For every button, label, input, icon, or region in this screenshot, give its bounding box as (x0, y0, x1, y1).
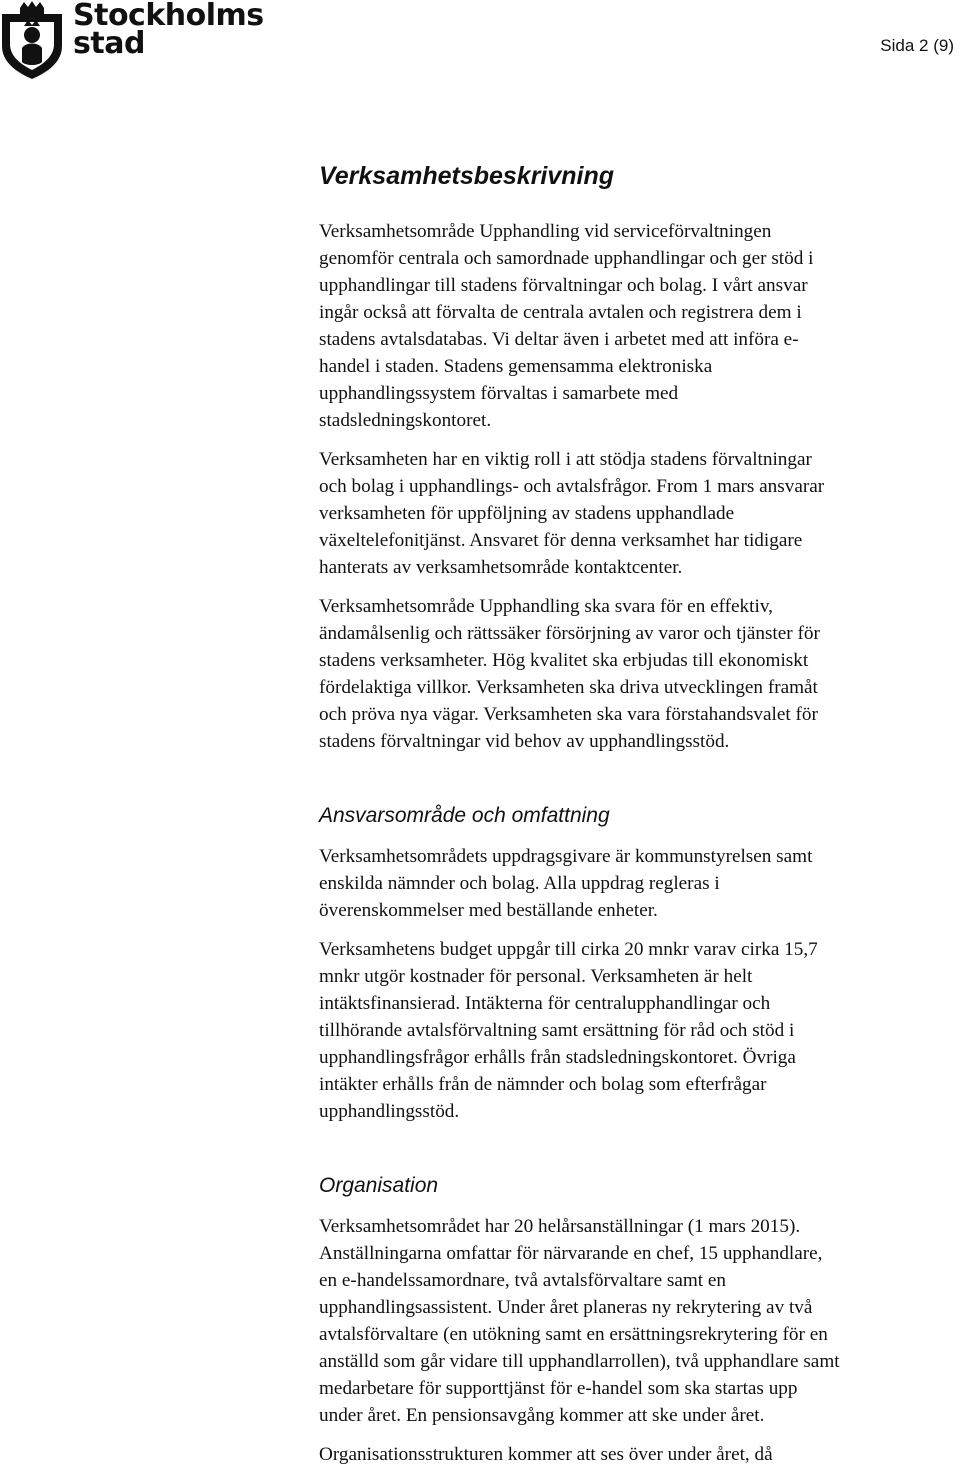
section-title-verksamhetsbeskrivning: Verksamhetsbeskrivning (319, 162, 615, 190)
section-title-ansvarsomrade: Ansvarsområde och omfattning (319, 804, 610, 827)
page-number: Sida 2 (9) (880, 36, 954, 55)
paragraph: Verksamhetsområde Upphandling vid serviceförvaltningen genomför centrala och samordnade upphandlingar och ger stöd i upphandlingar till stadens förvaltningar och bolag. I vårt ansvar ingår också att förvalta de centrala avtalen och registrera dem i stadens avtalsdatabas. Vi deltar även i arbetet med att införa e- handel i staden. Stadens gemensamma elektroniska upphandlingssystem förvaltas i samarbete med stadsledningskontoret. (319, 221, 814, 431)
paragraph: Verksamhetsområdet har 20 helårsanställningar (1 mars 2015). Anställningarna omfattar för närvarande en chef, 15 upphandlare, en e-handelssamordnare, två avtalsförvaltare samt en upphandlingsassistent. Under året planeras ny rekrytering av två avtalsförvaltare (en utökning samt en ersättningsrekrytering för en anställd som går vidare till upphandlarrollen), två upphandlare samt medarbetare för supporttjänst för e-handel som ska startas upp under året. En pensionsavgång kommer att ske under året. (319, 1216, 840, 1426)
section-title-organisation: Organisation (319, 1174, 439, 1197)
paragraph: Verksamheten har en viktig roll i att stödja stadens förvaltningar och bolag i upphandlings- och avtalsfrågor. From 1 mars ansvarar verksamheten för uppföljning av stadens upphandlade växeltelefonitjänst. Ansvaret för denna verksamhet har tidigare hanterats av verksamhetsområde kontaktcenter. (319, 449, 825, 578)
paragraph: Organisationsstrukturen kommer att ses över under året, då (319, 1444, 773, 1465)
document-body (319, 158, 949, 1480)
paragraph: Verksamhetsområdets uppdragsgivare är kommunstyrelsen samt enskilda nämnder och bolag. Alla uppdrag regleras i överenskommelser med beställande enheter. (319, 846, 813, 921)
stockholms-stad-logo (0, 0, 264, 82)
logo-line-1: Stockholms (73, 0, 264, 33)
city-crest-icon (0, 0, 64, 80)
paragraph: Verksamhetsområde Upphandling ska svara för en effektiv, ändamålsenlig och rättssäker försörjning av varor och tjänster för stadens verksamheter. Hög kvalitet ska erbjudas till ekonomiskt fördelaktiga villkor. Verksamheten ska driva utvecklingen framåt och pröva nya vägar. Verksamheten ska vara förstahandsvalet för stadens förvaltningar vid behov av upphandlingsstöd. (319, 596, 820, 752)
logo-wordmark (73, 0, 264, 61)
logo-line-2: stad (73, 26, 145, 61)
paragraph: Verksamhetens budget uppgår till cirka 20 mnkr varav cirka 15,7 mnkr utgör kostnader för personal. Verksamheten är helt intäktsfinansierad. Intäkterna för centralupphandlingar och tillhörande avtalsförvaltning samt ersättning för råd och stöd i upphandlingsfrågor erhålls från stadsledningskontoret. Övriga intäkter erhålls från de nämnder och bolag som efterfrågar upphandlingsstöd. (319, 939, 818, 1122)
